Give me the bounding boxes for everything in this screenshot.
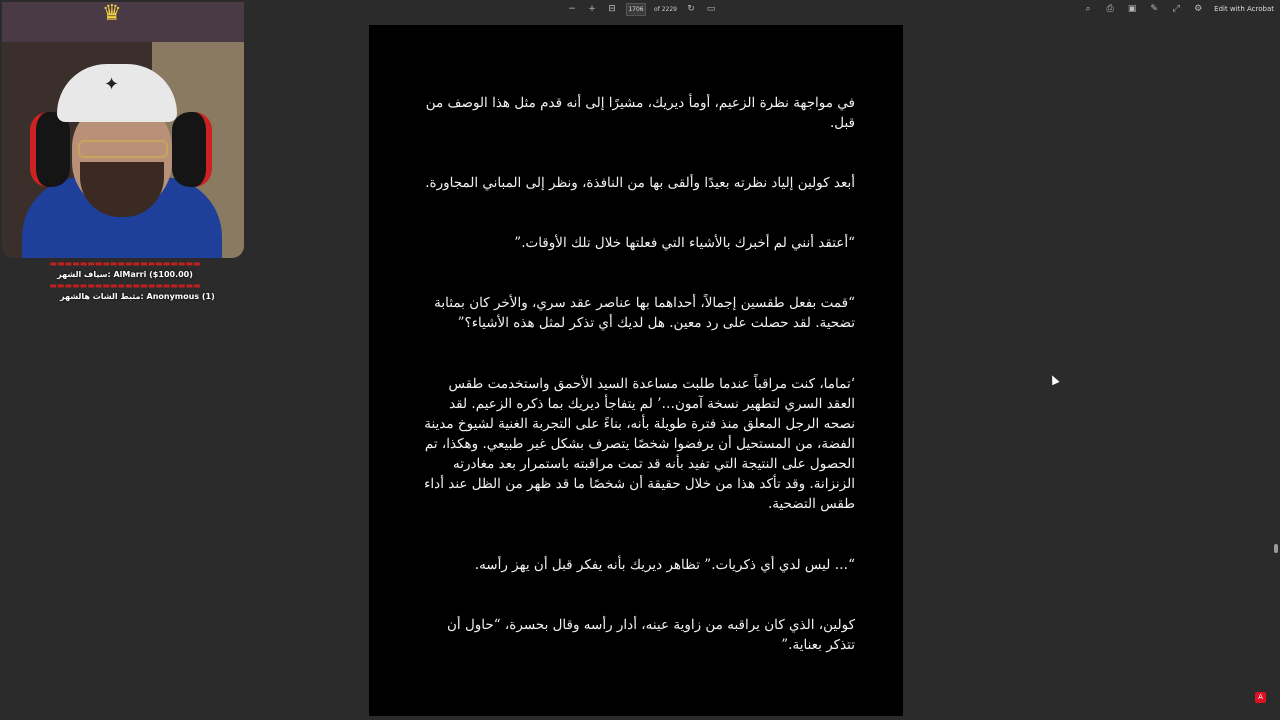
paragraph-2: أبعد كولين إلياد نظرته بعيدًا وألقى بها من النافذة، ونظر إلى المباني المجاورة. (425, 175, 855, 191)
top-donor-label: سياف الشهر: AlMarri ($100.00) (57, 270, 193, 279)
overlay-decor-line: ▬▬▬▬▬▬▬▬▬▬▬▬▬▬▬▬▬▬▬▬ (49, 281, 201, 290)
paragraph-3: “أعتقد أنني لم أخبرك بالأشياء التي فعلتها خلال تلك الأوقات.” (514, 235, 855, 251)
webcam-overlay (2, 2, 244, 258)
paragraph-6: “… ليس لدي أي ذكريات.” تظاهر ديريك بأنه يفكر قبل أن يهز رأسه. (474, 557, 855, 573)
webcam-frame-top (2, 2, 244, 42)
search-icon[interactable]: ⌕ (1085, 4, 1091, 14)
edit-icon[interactable]: ✎ (1150, 4, 1158, 14)
paragraph-5: ‘تماما، كنت مراقباً عندما طلبت مساعدة السيد الأحمق واستخدمت طقس العقد السري لتطهير نسخة آمون…’ لم يتفاجأ ديريك بما ذكره الزعيم. لقد نصحه الرجل المعلق منذ فترة طويلة بأنه، بناءً على التجربة الغنية لشيوخ مدينة الفضة، من المستحيل أن يرفضوا شخصًا يتصرف بشكل غير طبيعي. وهكذا، تم الحصول على النتيجة التي تفيد بأنه قد تمت مراقبته باستمرار بعد مغادرته الزنزانة. وقد تأكد هذا من خلال حقيقة أن شخصًا ما قد ظهر من الظل عند أداء طقس التضحية. (424, 376, 855, 512)
page-total: of 2229 (654, 6, 677, 13)
plus-icon[interactable]: + (588, 4, 596, 14)
gear-icon[interactable]: ⚙ (1194, 4, 1203, 14)
paragraph-1: في مواجهة نظرة الزعيم، أومأ ديريك، مشيرًا إلى أنه قدم مثل هذا الوصف من قبل. (425, 95, 855, 131)
edit-with-acrobat-button[interactable]: Edit with Acrobat (1214, 5, 1274, 13)
headphone-icon (172, 112, 212, 187)
save-icon[interactable]: ▣ (1127, 4, 1137, 14)
minus-icon[interactable]: − (568, 4, 576, 14)
fit-page-icon[interactable]: ⊟ (608, 4, 616, 14)
page-number-input[interactable]: 1706 (626, 3, 646, 16)
paragraph-7: كولين، الذي كان يراقبه من زاوية عينه، أدار رأسه وقال بحسرة، “حاول أن تتذكر بعناية.” (447, 617, 855, 653)
stream-overlay-text (0, 258, 250, 302)
expand-icon[interactable]: ⤢ (1172, 4, 1180, 14)
page-navigation (566, 3, 717, 16)
mouse-cursor-icon (1048, 374, 1059, 386)
acrobat-icon[interactable]: A (1255, 692, 1266, 703)
crown-icon: ♛ (102, 2, 122, 26)
print-icon[interactable]: ⎙ (1106, 4, 1114, 14)
overlay-decor-line: ▬▬▬▬▬▬▬▬▬▬▬▬▬▬▬▬▬▬▬▬ (49, 259, 201, 268)
rotate-icon[interactable]: ↻ (687, 4, 695, 14)
top-chatter-label: مثبط الشات هالشهر: Anonymous (1) (60, 292, 215, 301)
jumpman-logo-icon: ✦ (104, 74, 120, 95)
pdf-page (369, 25, 903, 716)
scrollbar-thumb[interactable] (1274, 544, 1278, 553)
headphone-icon (30, 112, 70, 187)
streamer-glasses (78, 140, 168, 158)
paragraph-4: “قمت بفعل طقسين إجمالاً، أحداهما بها عناصر عقد سري، والأخر كان بمثابة تضحية. لقد حصلت على رد معين. هل لديك أي تذكر لمثل هذه الأشياء؟” (434, 295, 855, 331)
page-view-icon[interactable]: ▭ (706, 4, 716, 14)
toolbar-right (1082, 3, 1274, 16)
